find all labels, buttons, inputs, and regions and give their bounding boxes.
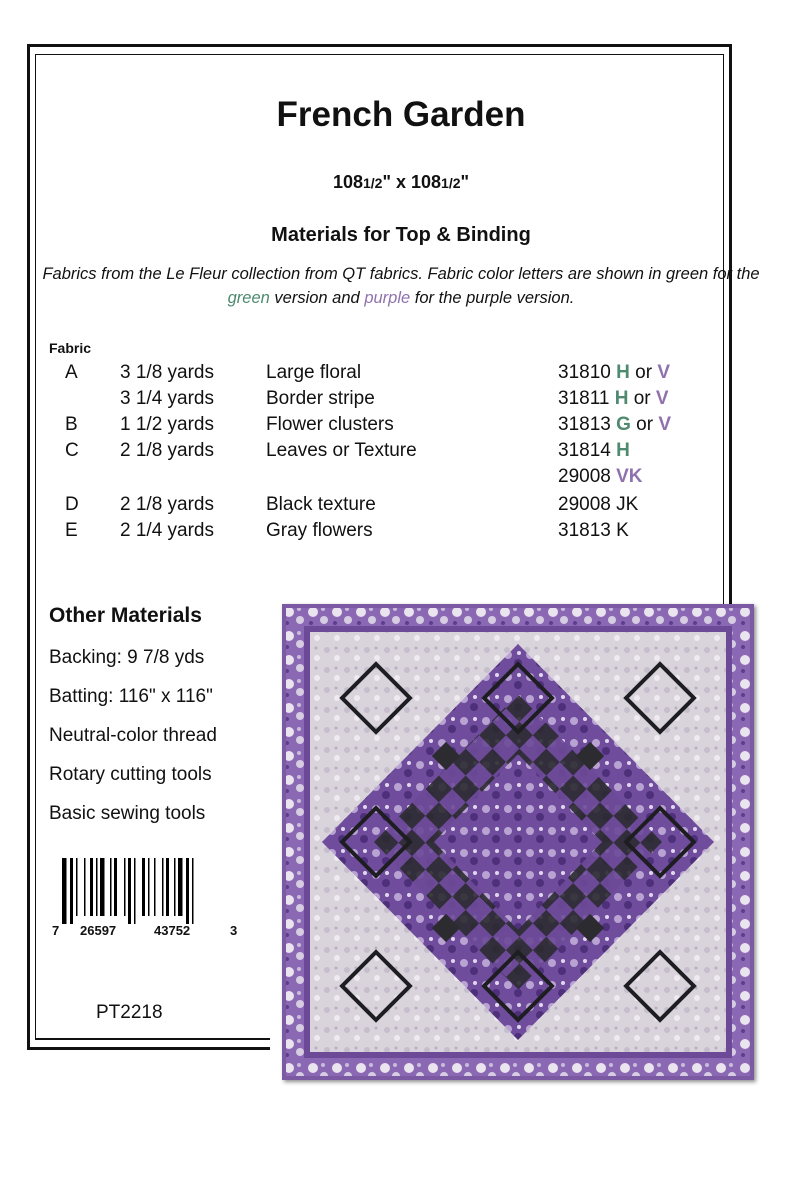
pattern-sku: PT2218 bbox=[96, 1002, 163, 1023]
green-word: green bbox=[227, 289, 270, 307]
purple-color-letter: V bbox=[658, 414, 672, 435]
fabric-code: 29008 JK bbox=[558, 494, 639, 515]
fabric-letter: D bbox=[65, 494, 79, 515]
fabric-letter: B bbox=[65, 414, 78, 435]
fabric-code: 29008 VK bbox=[558, 466, 643, 487]
pattern-title: French Garden bbox=[276, 95, 526, 134]
purple-color-letter: V bbox=[655, 388, 669, 409]
barcode-digit-group-3: 43752 bbox=[154, 923, 191, 938]
finished-size: 1081/2" x 1081/2" bbox=[332, 172, 470, 192]
fabric-name: Leaves or Texture bbox=[266, 440, 417, 461]
barcode-digit-1: 7 bbox=[52, 923, 60, 938]
green-color-letter: H bbox=[616, 362, 630, 383]
fabric-yardage: 2 1/4 yards bbox=[120, 520, 214, 541]
fabric-yardage: 3 1/4 yards bbox=[120, 388, 214, 409]
other-material-item: Batting: 116" x 116" bbox=[49, 686, 213, 707]
fabric-yardage: 3 1/8 yards bbox=[120, 362, 214, 383]
fabric-name: Large floral bbox=[266, 362, 362, 383]
barcode-digit-4: 3 bbox=[230, 923, 238, 938]
fabric-name: Border stripe bbox=[266, 388, 375, 409]
fabric-description: Fabrics from the Le Fleur collection from QT fabrics. Fabric color letters are shown in green for the green version and purple for the purple version. bbox=[42, 265, 760, 307]
other-materials-heading: Other Materials bbox=[49, 604, 202, 627]
purple-color-letter: V bbox=[657, 362, 670, 383]
quilt-image bbox=[282, 604, 754, 1080]
purple-word: purple bbox=[364, 289, 411, 307]
fabric-yardage: 2 1/8 yards bbox=[120, 440, 214, 461]
fabric-code: 31810 H or V bbox=[558, 362, 670, 383]
purple-color-letter: VK bbox=[616, 466, 643, 487]
fabric-letter: E bbox=[65, 520, 78, 541]
fabric-letter: C bbox=[65, 440, 79, 461]
fabric-code: 31814 H bbox=[558, 440, 630, 461]
fabric-name: Black texture bbox=[266, 494, 376, 515]
fabric-column-label: Fabric bbox=[49, 340, 92, 356]
barcode bbox=[62, 858, 228, 924]
other-material-item: Basic sewing tools bbox=[49, 803, 206, 824]
fabric-yardage: 2 1/8 yards bbox=[120, 494, 214, 515]
other-material-item: Backing: 9 7/8 yds bbox=[49, 647, 205, 668]
card-frame-bottom-inner-rule bbox=[35, 1038, 270, 1040]
card-frame-bottom-rule bbox=[27, 1047, 270, 1050]
materials-heading: Materials for Top & Binding bbox=[271, 224, 531, 246]
fabric-code: 31811 H or V bbox=[558, 388, 669, 409]
fabric-code: 31813 G or V bbox=[558, 414, 672, 435]
green-color-letter: H bbox=[614, 388, 629, 409]
fabric-letter: A bbox=[65, 362, 78, 383]
fabric-yardage: 1 1/2 yards bbox=[120, 414, 214, 435]
fabric-code: 31813 K bbox=[558, 520, 629, 541]
barcode-digit-group-2: 26597 bbox=[80, 923, 117, 938]
other-material-item: Neutral-color thread bbox=[49, 725, 217, 746]
fabric-name: Gray flowers bbox=[266, 520, 373, 541]
green-color-letter: G bbox=[616, 414, 631, 435]
fabric-name: Flower clusters bbox=[266, 414, 394, 435]
green-color-letter: H bbox=[616, 440, 630, 461]
other-material-item: Rotary cutting tools bbox=[49, 764, 212, 785]
